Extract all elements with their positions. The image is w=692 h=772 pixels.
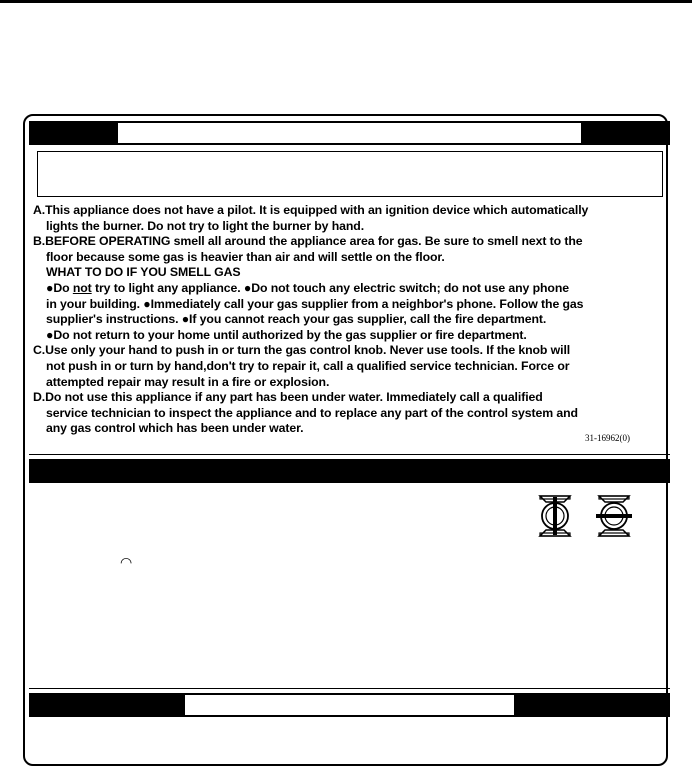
warning-b-bullet2: in your building. ●Immediately call your gas supplier from a neighbor's phone. Follow the gas: [46, 296, 584, 311]
warning-b-bullet3: supplier's instructions. ●If you cannot reach your gas supplier, call the fire department.: [46, 312, 547, 327]
header-bar-right-block: [581, 123, 670, 143]
warning-c-line2: not push in or turn by hand,don't try to repair it, call a qualified service technician. Force or: [46, 358, 570, 373]
rotation-arrow-icon: ◠: [120, 555, 133, 571]
warning-d-line3: any gas control which has been under water.: [46, 421, 304, 436]
warning-c-line3: attempted repair may result in a fire or explosion.: [46, 374, 330, 389]
warning-b-heading: WHAT TO DO IF YOU SMELL GAS: [46, 265, 241, 280]
warning-d-line1: D.Do not use this appliance if any part has been under water. Immediately call a qualified: [33, 390, 543, 405]
instructions-header-bar: [29, 459, 670, 483]
bottom-bar-right-block: [514, 695, 670, 715]
bottom-header-bar: [29, 693, 670, 717]
warning-a-line1: A.This appliance does not have a pilot. It is equipped with an ignition device which automatically: [33, 203, 589, 217]
warning-b-bullet1-post: try to light any appliance. ●Do not touch any electric switch; do not use any phone: [91, 280, 569, 295]
warning-text: [33, 203, 669, 437]
warning-a-line2: lights the burner. Do not try to light the burner by hand.: [46, 218, 365, 233]
bottom-separator: [29, 688, 670, 689]
warning-b-line1: B.BEFORE OPERATING smell all around the appliance area for gas. Be sure to smell next to the: [33, 234, 583, 249]
warning-c-line1: C.Use only your hand to push in or turn the gas control knob. Never use tools. If the knob will: [33, 343, 571, 358]
warning-d-line2: service technician to inspect the appliance and to replace any part of the control system and: [46, 405, 578, 420]
warning-b-line2: floor because some gas is heavier than air and will settle on the floor.: [46, 249, 445, 264]
bottom-bar-left-block: [29, 695, 185, 715]
title-box: [37, 151, 663, 197]
knob-off-position-icon: [535, 493, 575, 539]
warning-b-bullet1-not: not: [72, 280, 92, 295]
warning-b-bullet1: [33, 281, 669, 297]
label-code: 31-16962(0): [585, 433, 630, 443]
warning-b-bullet1-pre: ●Do: [46, 280, 73, 295]
warning-b-bullet4: ●Do not return to your home until authorized by the gas supplier or fire department.: [46, 327, 527, 342]
section-separator: [29, 454, 670, 455]
header-bar-left-block: [29, 123, 118, 143]
knob-on-position-icon: [594, 493, 634, 539]
top-border-line: [0, 0, 692, 3]
header-bar: [29, 121, 670, 145]
